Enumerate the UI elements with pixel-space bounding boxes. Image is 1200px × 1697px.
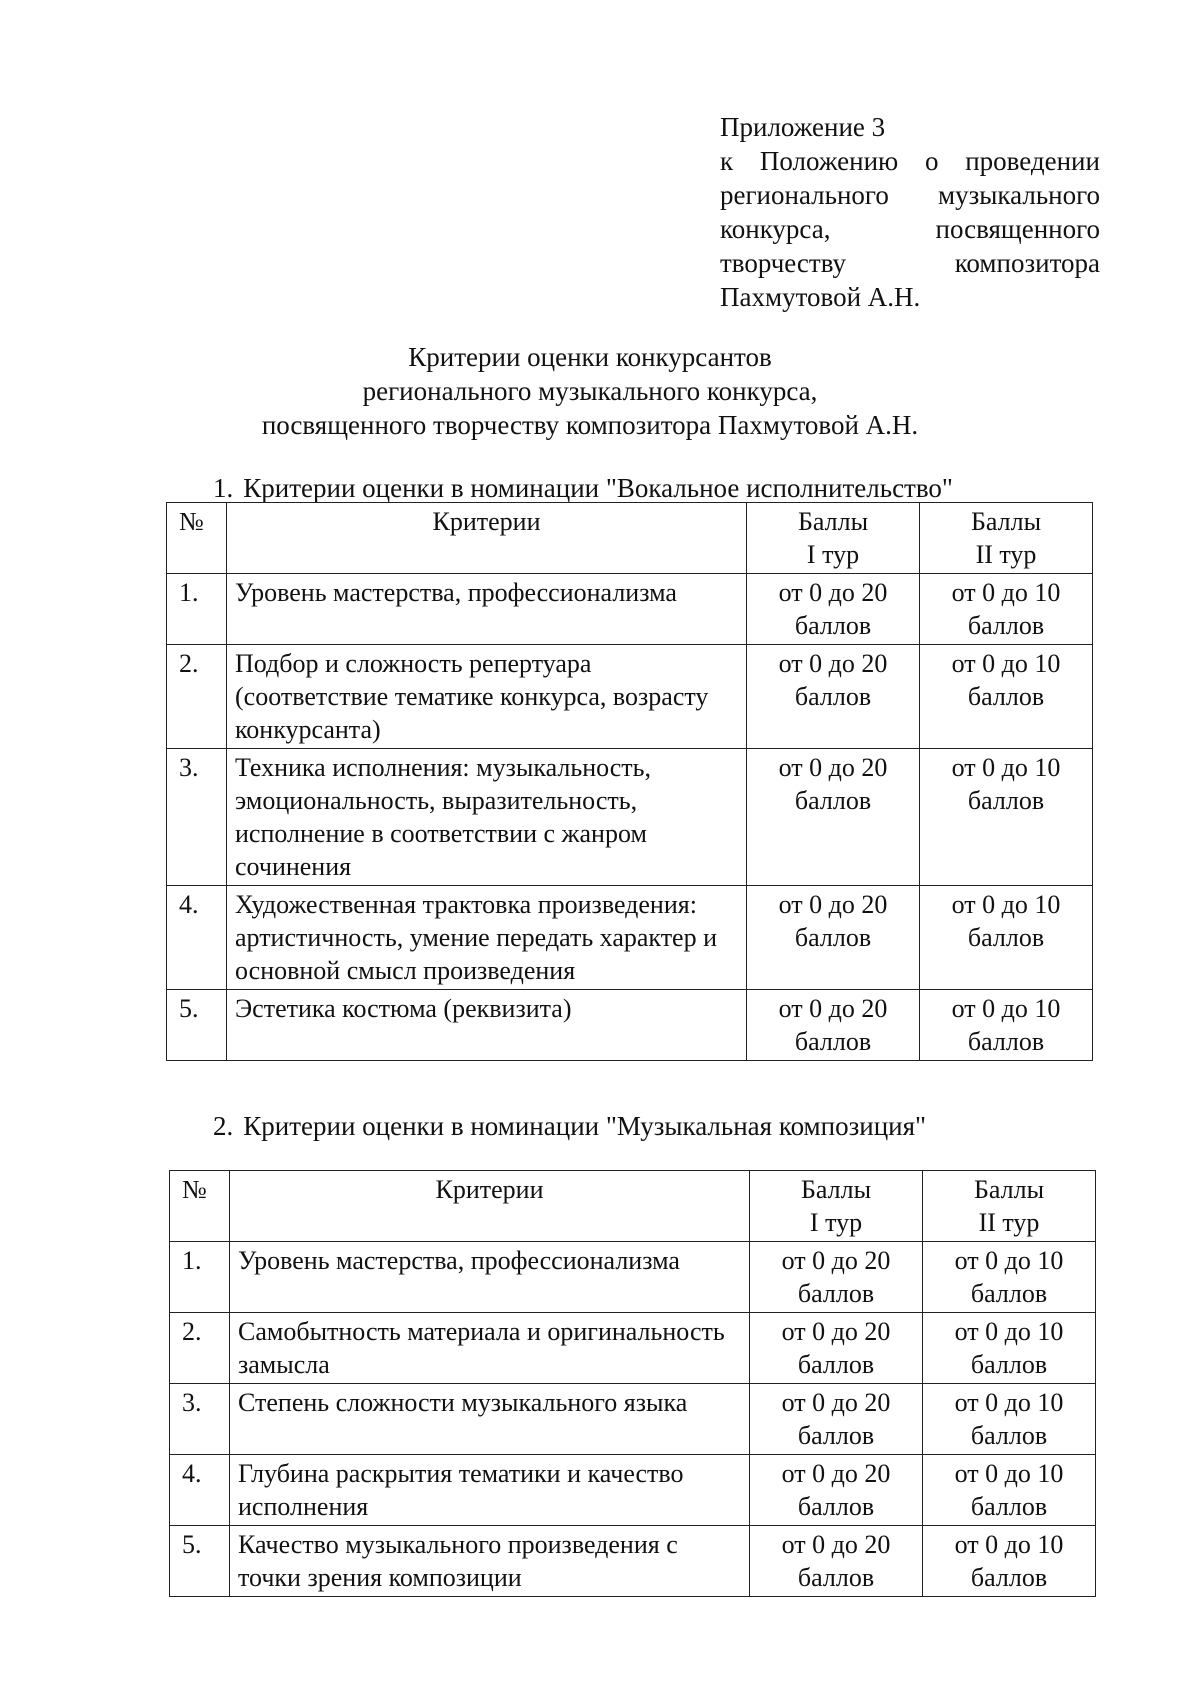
appendix-line [720,144,1100,178]
row-score-round1 [747,749,920,886]
table-row [167,886,1093,990]
score-unit: баллов [797,1421,875,1450]
row-criterion: Уровень мастерства, профессионализма [227,574,747,645]
score-unit: баллов [794,611,872,640]
appendix-word: творчеству [720,248,847,278]
row-criterion: Подбор и сложность репертуара (соответствие тематике конкурса, возрасту конкурсанта) [227,645,747,749]
section-number: 1. [213,473,234,503]
row-number: 2. [167,645,227,749]
section-heading-text: Критерии оценки в номинации "Вокальное исполнительство" [243,473,953,503]
table-row [167,645,1093,749]
score-range: от 0 до 20 [781,1246,891,1275]
row-score-round2 [923,1384,1096,1455]
row-score-round1 [750,1313,923,1384]
column-header-number: № [167,503,227,574]
row-score-round2 [920,574,1093,645]
document-title [150,340,1030,442]
section-heading-vocal [213,472,953,504]
score-unit: баллов [797,1279,875,1308]
header-line: I тур [809,1208,863,1237]
row-number: 1. [170,1242,230,1313]
score-unit: баллов [967,1027,1045,1056]
score-unit: баллов [794,786,872,815]
score-unit: баллов [794,1027,872,1056]
section-number: 2. [213,1111,234,1141]
score-unit: баллов [797,1563,875,1592]
row-criterion: Глубина раскрытия тематики и качество исполнения [230,1455,750,1526]
row-number: 5. [167,990,227,1061]
row-criterion: Самобытность материала и оригинальность замысла [230,1313,750,1384]
appendix-line: Приложение 3 [720,112,886,142]
table-row [167,574,1093,645]
appendix-line [720,212,1100,246]
score-range: от 0 до 10 [951,994,1061,1023]
header-line: II тур [978,1208,1040,1237]
row-criterion: Художественная трактовка произведения: артистичность, умение передать характер и основной смысл произведения [227,886,747,990]
table-header-row [170,1171,1096,1242]
appendix-word: музыкального [938,180,1100,210]
row-score-round2 [923,1313,1096,1384]
score-range: от 0 до 10 [954,1530,1064,1559]
header-line: Баллы [800,1175,872,1204]
header-line: Баллы [970,507,1042,536]
score-unit: баллов [970,1492,1048,1521]
section-heading-text: Критерии оценки в номинации "Музыкальная композиция" [243,1111,927,1141]
column-header-round2 [920,503,1093,574]
appendix-line: Пахмутовой А.Н. [720,282,921,312]
score-range: от 0 до 20 [781,1459,891,1488]
table-row [170,1313,1096,1384]
appendix-word: Положению [759,146,899,176]
score-range: от 0 до 10 [954,1388,1064,1417]
row-score-round1 [750,1455,923,1526]
score-range: от 0 до 10 [951,890,1061,919]
score-unit: баллов [967,682,1045,711]
appendix-word: о [924,146,939,176]
appendix-line [720,178,1100,212]
row-number: 3. [170,1384,230,1455]
table-row [170,1242,1096,1313]
score-unit: баллов [797,1492,875,1521]
row-criterion: Уровень мастерства, профессионализма [230,1242,750,1313]
row-score-round1 [747,645,920,749]
score-unit: баллов [794,923,872,952]
row-score-round1 [747,574,920,645]
row-score-round1 [750,1384,923,1455]
column-header-round1 [750,1171,923,1242]
score-unit: баллов [970,1279,1048,1308]
criteria-table-vocal [166,502,1093,1061]
row-number: 4. [167,886,227,990]
column-header-round1 [747,503,920,574]
appendix-word: посвященного [935,214,1100,244]
appendix-word: композитора [954,248,1100,278]
header-line: II тур [975,540,1037,569]
score-range: от 0 до 20 [778,890,888,919]
row-criterion: Техника исполнения: музыкальность, эмоциональность, выразительность, исполнение в соответствии с жанром сочинения [227,749,747,886]
table-row [167,749,1093,886]
appendix-word: к [720,146,734,176]
row-number: 4. [170,1455,230,1526]
score-unit: баллов [967,611,1045,640]
criteria-table-composition [169,1170,1096,1597]
row-score-round1 [750,1242,923,1313]
row-criterion: Качество музыкального произведения с точки зрения композиции [230,1526,750,1597]
row-score-round1 [750,1526,923,1597]
score-range: от 0 до 10 [951,753,1061,782]
table-row [170,1526,1096,1597]
title-line: посвященного творчеству композитора Пахмутовой А.Н. [261,410,919,440]
header-line: Баллы [797,507,869,536]
score-unit: баллов [970,1421,1048,1450]
score-unit: баллов [970,1350,1048,1379]
column-header-round2 [923,1171,1096,1242]
column-header-number: № [170,1171,230,1242]
row-score-round2 [920,749,1093,886]
score-range: от 0 до 20 [778,649,888,678]
appendix-word: конкурса, [720,214,831,244]
header-line: Баллы [973,1175,1045,1204]
section-heading-composition [213,1110,926,1142]
score-range: от 0 до 20 [778,753,888,782]
score-range: от 0 до 20 [778,578,888,607]
row-number: 5. [170,1526,230,1597]
row-number: 3. [167,749,227,886]
column-header-criteria: Критерии [230,1171,750,1242]
table-header-row [167,503,1093,574]
row-criterion: Степень сложности музыкального языка [230,1384,750,1455]
header-line: I тур [806,540,860,569]
table-row [170,1455,1096,1526]
table-row [167,990,1093,1061]
score-unit: баллов [794,682,872,711]
row-number: 1. [167,574,227,645]
title-line: Критерии оценки конкурсантов [408,342,772,372]
row-score-round1 [747,990,920,1061]
score-unit: баллов [967,923,1045,952]
appendix-word: регионального [720,180,889,210]
score-range: от 0 до 20 [778,994,888,1023]
score-range: от 0 до 10 [951,578,1061,607]
score-range: от 0 до 10 [954,1317,1064,1346]
score-range: от 0 до 20 [781,1530,891,1559]
score-unit: баллов [970,1563,1048,1592]
score-range: от 0 до 20 [781,1388,891,1417]
row-score-round2 [923,1526,1096,1597]
row-score-round2 [923,1455,1096,1526]
score-range: от 0 до 10 [954,1246,1064,1275]
table-row [170,1384,1096,1455]
score-unit: баллов [967,786,1045,815]
score-range: от 0 до 10 [954,1459,1064,1488]
row-score-round1 [747,886,920,990]
score-range: от 0 до 20 [781,1317,891,1346]
title-line: регионального музыкального конкурса, [362,376,818,406]
appendix-line [720,246,1100,280]
row-score-round2 [920,645,1093,749]
row-score-round2 [920,990,1093,1061]
score-range: от 0 до 10 [951,649,1061,678]
column-header-criteria: Критерии [227,503,747,574]
score-unit: баллов [797,1350,875,1379]
row-criterion: Эстетика костюма (реквизита) [227,990,747,1061]
appendix-word: проведении [965,146,1100,176]
row-number: 2. [170,1313,230,1384]
row-score-round2 [920,886,1093,990]
row-score-round2 [923,1242,1096,1313]
appendix-block [720,110,1100,314]
